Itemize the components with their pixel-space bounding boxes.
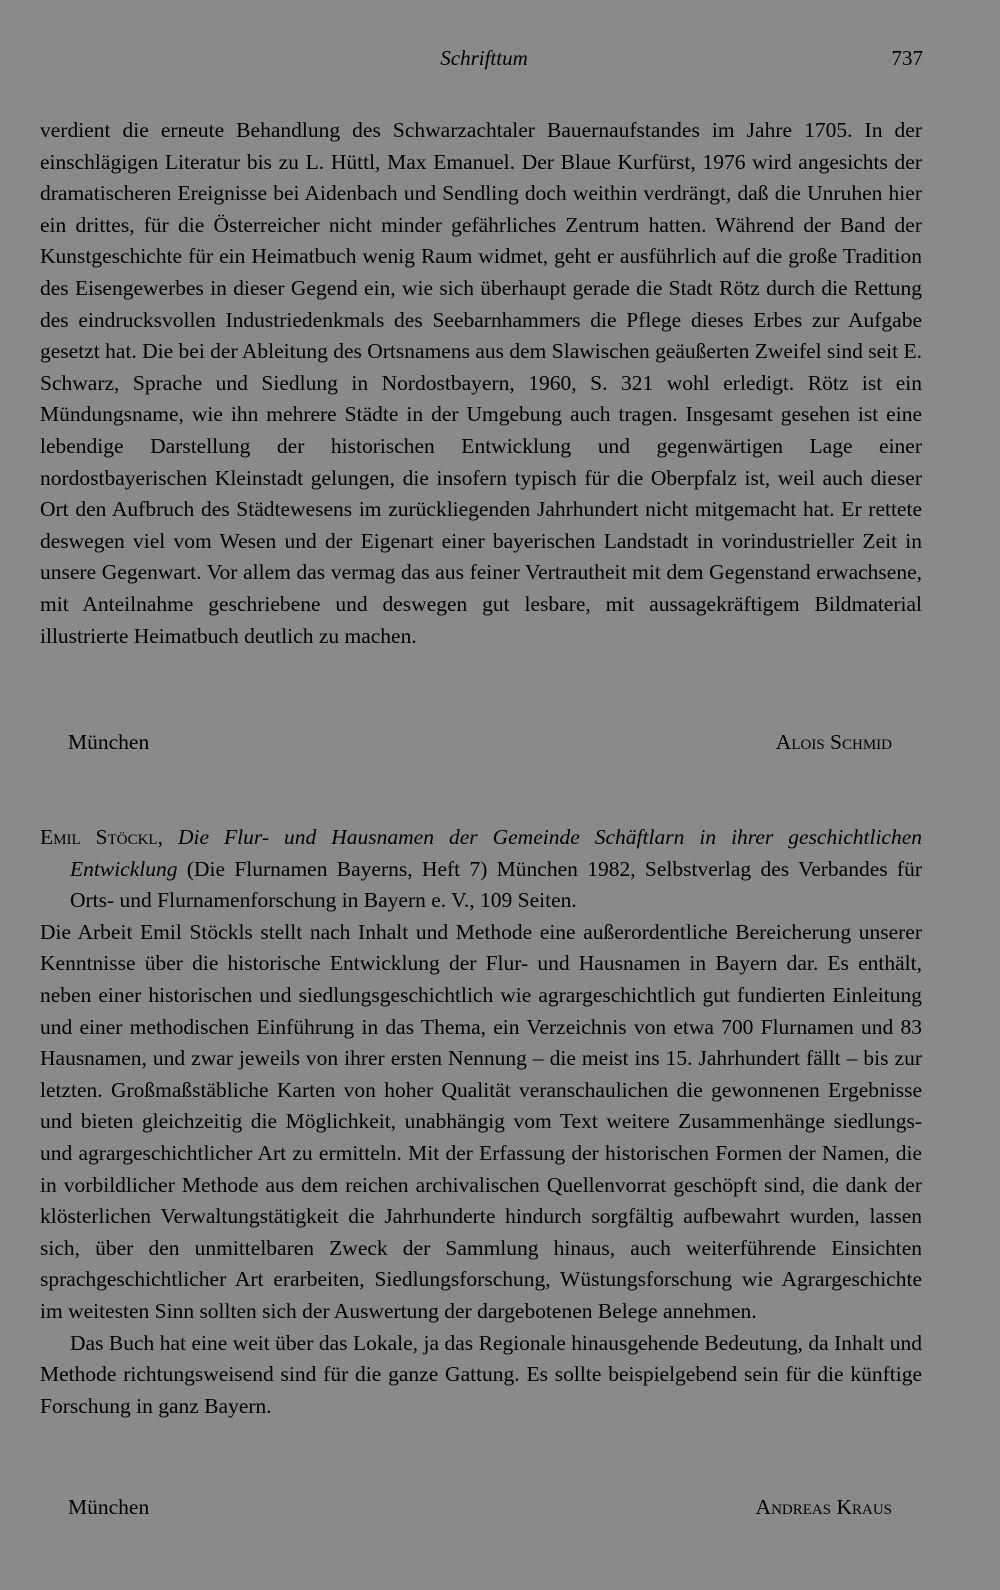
review-paragraph: Das Buch hat eine weit über das Lokale, ja das Regionale hinausgehende Bedeutung, da Inhalt und Methode richtungsweisend sind für die ganze Gattung. Es sollte beispielgebend sein für die künftige Forschung in ganz Bayern. bbox=[40, 1330, 922, 1418]
book-title: Die Flur- und Hausnamen der Gemeinde Schäftlarn in ihrer geschichtlichen Entwicklung bbox=[70, 825, 922, 881]
review-text-kraus bbox=[40, 822, 922, 1422]
page-number: 737 bbox=[891, 46, 923, 70]
book-details: (Die Flurnamen Bayerns, Heft 7) München 1982, Selbstverlag des Verbandes für Orts- und Flurnamenforschung in Bayern e. V., 109 Seiten. bbox=[70, 856, 923, 913]
review-paragraph: verdient die erneute Behandlung des Schwarzachtaler Bauernaufstandes im Jahre 1705. In der einschlägigen Literatur bis zu L. Hüttl, Max Emanuel. Der Blaue Kurfürst, 1976 wird angesichts der dramatischeren Ereignisse bei Aidenbach und Sendling doch weithin verdrängt, daß die Unruhen hier ein drittes, für die Österreicher nicht minder gefährliches Zentrum hatten. Während der Band der Kunstgeschichte für ein Heimatbuch wenig Raum widmet, geht er ausführlich auf die große Tradition des Eisengewerbes in dieser Gegend ein, wie sich überhaupt gerade die Stadt Rötz durch die Rettung des eindrucksvollen Industriedenkmals des Seebarnhammers die Pflege dieses Erbes zur Aufgabe gesetzt hat. Die bei der Ableitung des Ortsnamens aus dem Slawischen geäußerten Zweifel sind seit E. Schwarz, Sprache und Siedlung in Nordostbayern, 1960, S. 321 wohl erledigt. Rötz ist ein Mündungsname, wie ihn mehrere Städte in der Umgebung auch tragen. Insgesamt gesehen ist eine lebendige Darstellung der historischen Entwicklung und gegenwärtigen Lage einer nordostbayerischen Kleinstadt gelungen, die insofern typisch für die Oberpfalz ist, weil auch dieser Ort den Aufbruch des Städtewesens im zurückliegenden Jahrhundert nicht mitgemacht hat. Er rettete deswegen viel vom Wesen und der Eigenart einer bayerischen Landstadt in vorindustrieller Zeit in unsere Gegenwart. Vor allem das vermag das aus feiner Vertrautheit mit dem Gegenstand erwachsene, mit Anteilnahme geschriebene und deswegen gut lesbare, mit aussagekräftigem Bildmaterial illustrierte Heimatbuch deutlich zu machen. bbox=[40, 118, 922, 648]
review-place: München bbox=[68, 730, 150, 754]
review-paragraph: Die Arbeit Emil Stöckls stellt nach Inhalt und Methode eine außerordentliche Bereicherung unserer Kenntnisse über die historische Entwicklung der Flur- und Hausnamen in Bayern dar. Es enthält, neben einer historischen und siedlungsgeschichtlich wie agrargeschichtlich gut fundierten Einleitung und einer methodischen Einführung in das Thema, ein Verzeichnis von etwa 700 Flurnamen und 83 Hausnamen, und zwar jeweils von ihrer ersten Nennung – die meist ins 15. Jahrhundert fällt – bis zur letzten. Großmaßstäbliche Karten von hoher Qualität veranschaulichen die gewonnenen Ergebnisse und bieten gleichzeitig die Möglichkeit, unabhängig vom Text weitere Zusammenhänge siedlungs- und agrargeschichtlicher Art zu ermitteln. Mit der Erfassung der historischen Formen der Namen, die in vorbildlicher Methode aus dem reichen archivalischen Quellenvorrat geschöpft sind, die dank der klösterlichen Verwaltungstätigkeit die Jahrhunderte hindurch sorgfältig aufbewahrt wurden, lassen sich, über den unmittelbaren Zweck der Sammlung hinaus, auch weiterführende Einsichten sprachgeschichtlicher Art erarbeiten, Siedlungsforschung, Wüstungsforschung wie Agrargeschichte im weitesten Sinn sollten sich der Auswertung der dargebotenen Belege annehmen. bbox=[40, 919, 922, 1323]
review-text-schmid bbox=[40, 115, 922, 652]
book-author: Emil Stöckl, bbox=[40, 825, 163, 849]
book-citation bbox=[40, 822, 922, 917]
running-title: Schrifttum bbox=[440, 46, 528, 70]
reviewer-name: Alois Schmid bbox=[775, 730, 892, 754]
review-place: München bbox=[68, 1495, 150, 1519]
reviewer-name: Andreas Kraus bbox=[755, 1495, 892, 1519]
